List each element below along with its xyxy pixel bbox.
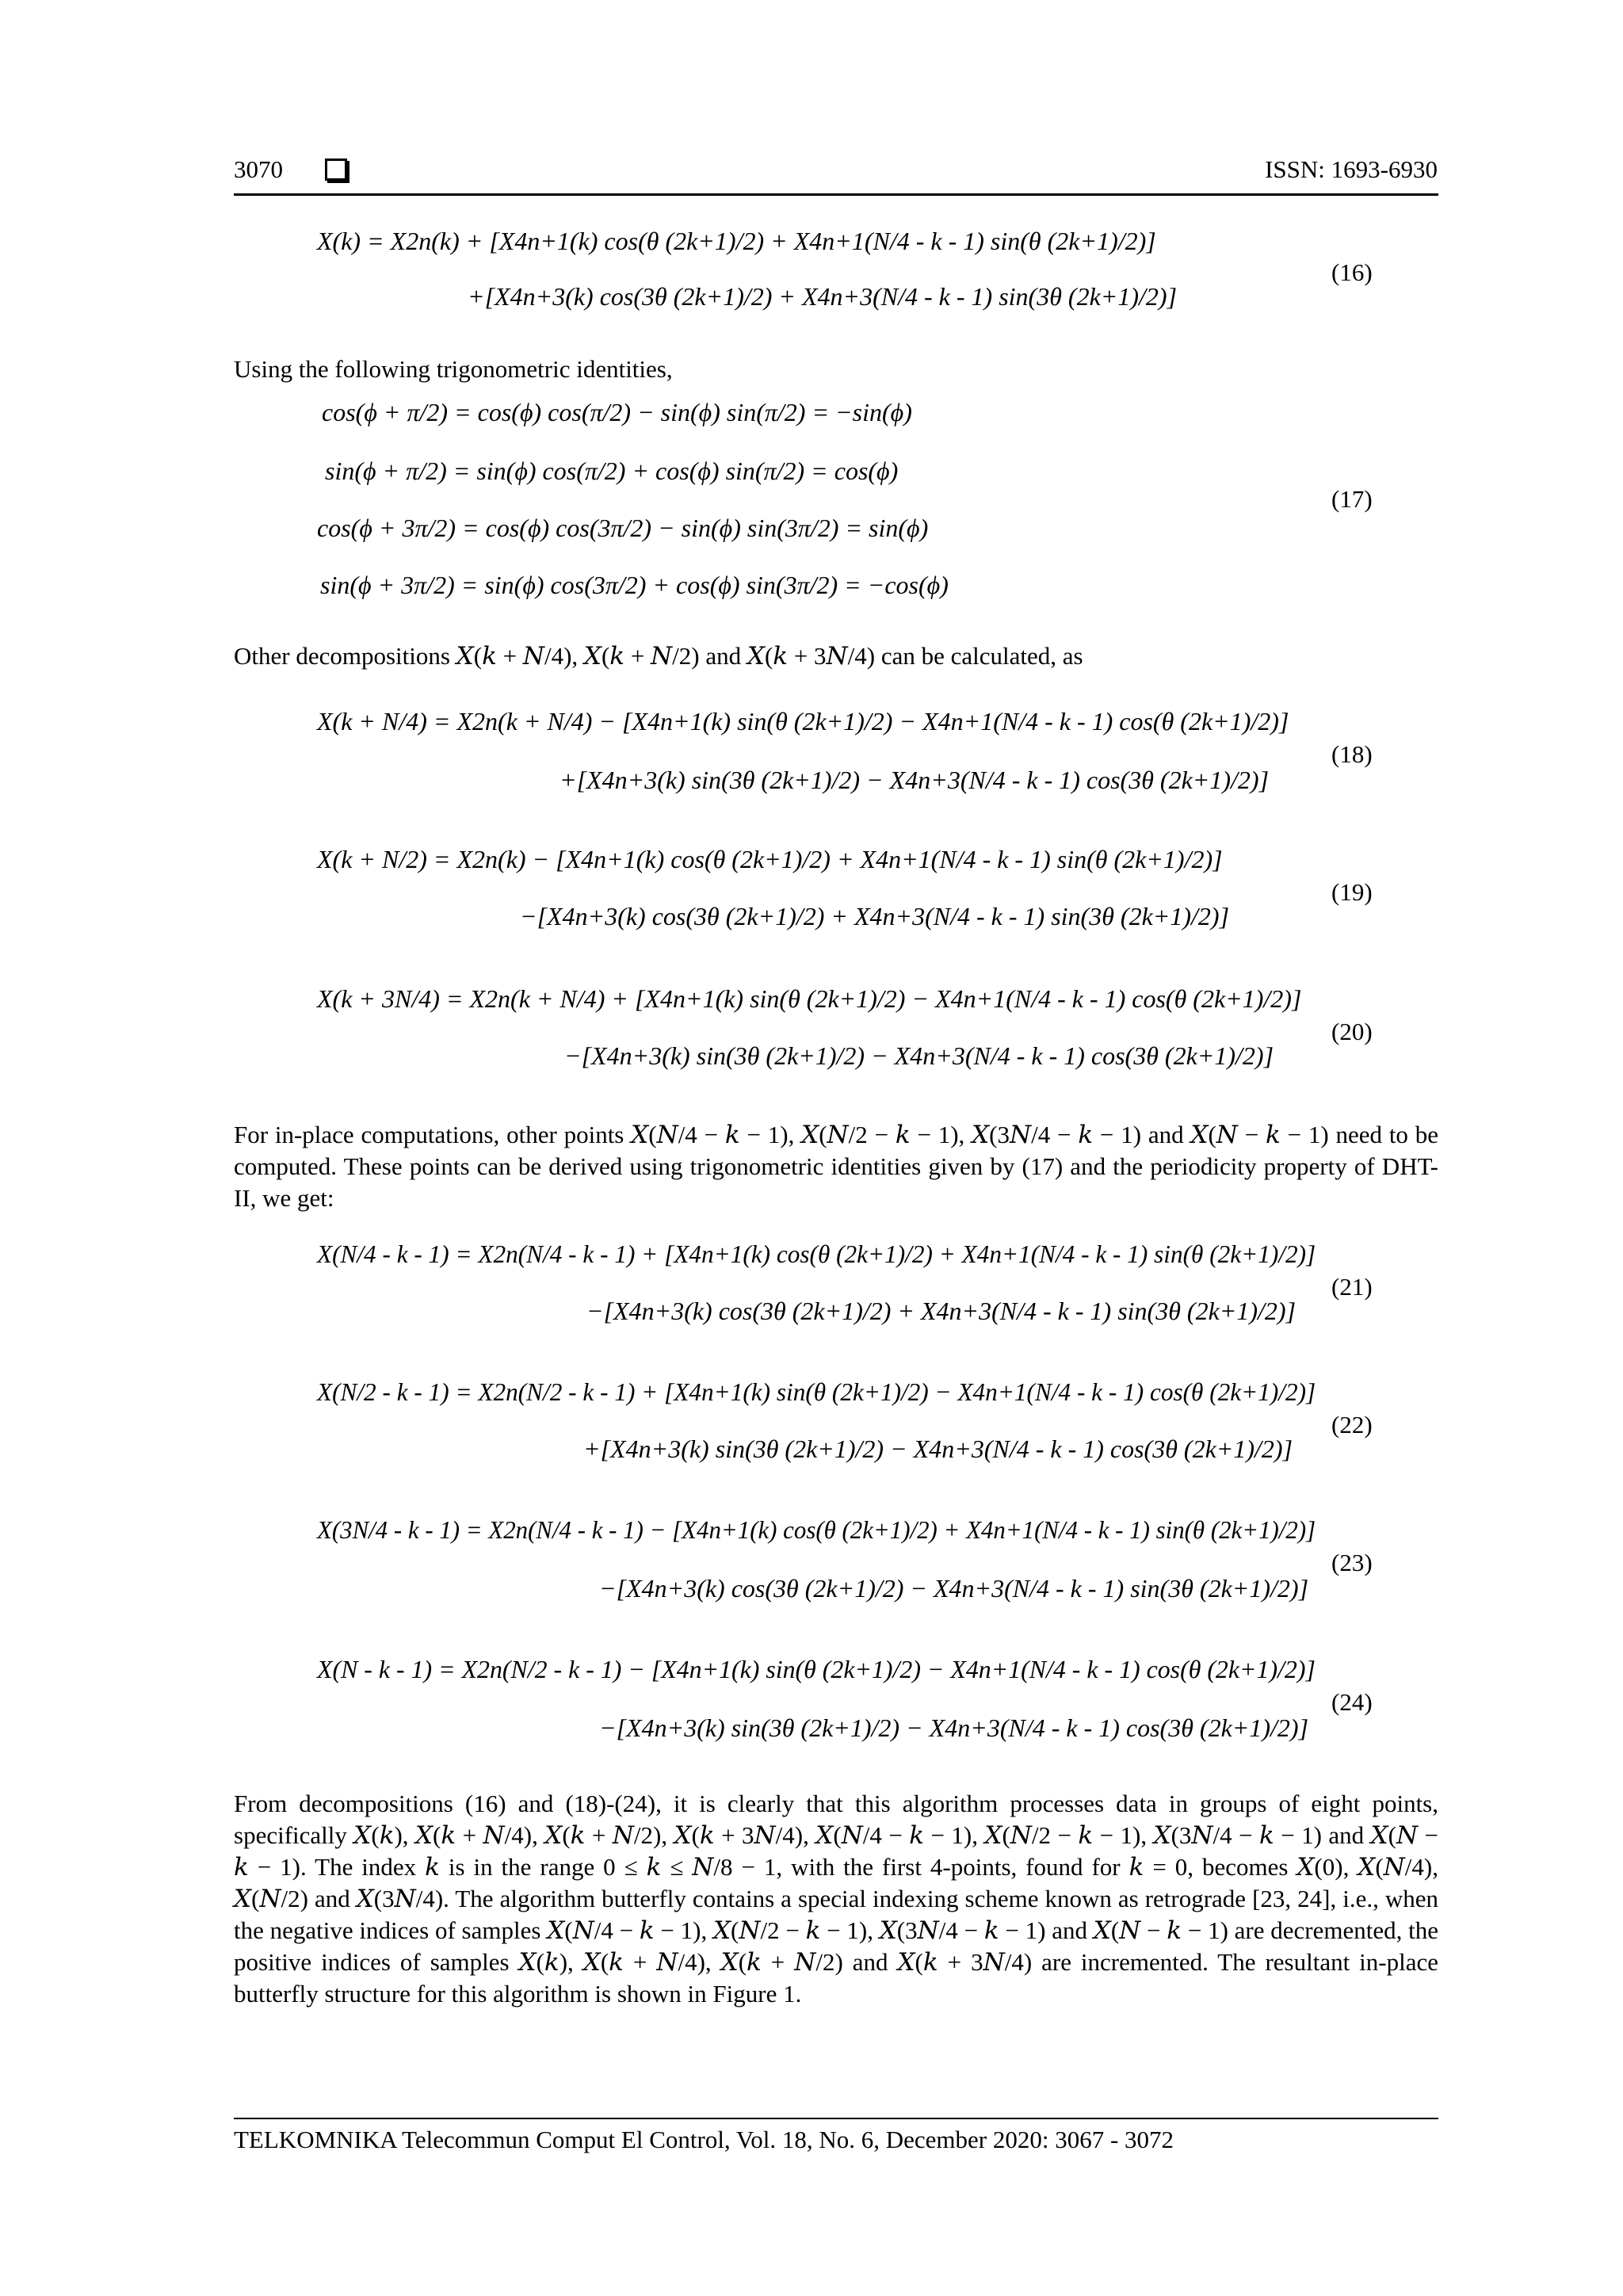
equation-19-line-1: X(k + N/2) = X2n(k) − [X4n+1(k) cos(θ (2k+1)/2) + X4n+1(N/4 - k - 1) sin(θ (2k+1)/2)] [317, 845, 1223, 873]
equation-16-line-2: +[X4n+3(k) cos(3θ (2k+1)/2) + X4n+3(N/4 - k - 1) sin(3θ (2k+1)/2)] [468, 282, 1178, 311]
equation-21-line-1: X(N/4 - k - 1) = X2n(N/4 - k - 1) + [X4n+1(k) cos(θ (2k+1)/2) + X4n+1(N/4 - k - 1) sin(θ (2k+1)/2)] [317, 1240, 1316, 1268]
equation-19-line-2: −[X4n+3(k) cos(3θ (2k+1)/2) + X4n+3(N/4 - k - 1) sin(3θ (2k+1)/2)] [520, 902, 1230, 930]
equation-22-line-1: X(N/2 - k - 1) = X2n(N/2 - k - 1) + [X4n+1(k) sin(θ (2k+1)/2) − X4n+1(N/4 - k - 1) cos(θ (2k+1)/2)] [317, 1377, 1316, 1406]
equation-16-line-1: X(k) = X2n(k) + [X4n+1(k) cos(θ (2k+1)/2) + X4n+1(N/4 - k - 1) sin(θ (2k+1)/2)] [317, 227, 1156, 255]
footer-rule [234, 2118, 1438, 2119]
equation-17-line-3: cos(ϕ + 3π/2) = cos(ϕ) cos(3π/2) − sin(ϕ) sin(3π/2) = sin(ϕ) [317, 514, 929, 542]
page-number: 3070 [234, 155, 283, 183]
equation-18-line-1: X(k + N/4) = X2n(k + N/4) − [X4n+1(k) sin(θ (2k+1)/2) − X4n+1(N/4 - k - 1) cos(θ (2k+1)/2)] [317, 707, 1289, 735]
equation-24-number: (24) [1331, 1688, 1373, 1716]
equation-16-number: (16) [1331, 258, 1373, 286]
equation-23-line-1: X(3N/4 - k - 1) = X2n(N/4 - k - 1) − [X4n+1(k) cos(θ (2k+1)/2) + X4n+1(N/4 - k - 1) sin(θ (2k+1)/2)] [317, 1515, 1316, 1544]
equation-17-line-4: sin(ϕ + 3π/2) = sin(ϕ) cos(3π/2) + cos(ϕ) sin(3π/2) = −cos(ϕ) [320, 571, 949, 599]
equation-20-line-2: −[X4n+3(k) sin(3θ (2k+1)/2) − X4n+3(N/4 - k - 1) cos(3θ (2k+1)/2)] [564, 1041, 1274, 1070]
paragraph-in-place: For in-place computations, other points 𝑋(𝑁/4 − 𝑘 − 1), 𝑋(𝑁/2 − 𝑘 − 1), 𝑋(3𝑁/4 − 𝑘 − 1) and 𝑋(𝑁 − 𝑘 − 1) need to be computed. These points can be derived using trigonometric identities given by (17) and the periodicity property of DHT-II, we get: [234, 1121, 1438, 1212]
equation-20-line-1: X(k + 3N/4) = X2n(k + N/4) + [X4n+1(k) sin(θ (2k+1)/2) − X4n+1(N/4 - k - 1) cos(θ (2k+1)/2)] [317, 984, 1302, 1013]
equation-24-line-2: −[X4n+3(k) sin(3θ (2k+1)/2) − X4n+3(N/4 - k - 1) cos(3θ (2k+1)/2)] [599, 1713, 1309, 1742]
equation-19-number: (19) [1331, 878, 1373, 906]
paragraph-butterfly: From decompositions (16) and (18)-(24), it is clearly that this algorithm processes data in groups of eight points, specifically 𝑋(𝑘), 𝑋(𝑘 + 𝑁/4), 𝑋(𝑘 + 𝑁/2), 𝑋(𝑘 + 3𝑁/4), 𝑋(𝑁/4 − 𝑘 − 1), 𝑋(𝑁/2 − 𝑘 − 1), 𝑋(3𝑁/4 − 𝑘 − 1) and 𝑋(𝑁 − 𝑘 − 1). The index 𝑘 is in the range 0 ≤ 𝑘 ≤ 𝑁/8 − 1, with the first 4-points, found for 𝑘 = 0, becomes 𝑋(0), 𝑋(𝑁/4), 𝑋(𝑁/2) and 𝑋(3𝑁/4). The algorithm butterfly contains a special indexing scheme known as retrograde [23, 24], i.e., when the negative indices of samples 𝑋(𝑁/4 − 𝑘 − 1), 𝑋(𝑁/2 − 𝑘 − 1), 𝑋(3𝑁/4 − 𝑘 − 1) and 𝑋(𝑁 − 𝑘 − 1) are decremented, the positive indices of samples 𝑋(𝑘), 𝑋(𝑘 + 𝑁/4), 𝑋(𝑘 + 𝑁/2) and 𝑋(𝑘 + 3𝑁/4) are incremented. The resultant in-place butterfly structure for this algorithm is shown in Figure 1. [234, 1790, 1438, 2008]
equation-17-number: (17) [1331, 485, 1373, 513]
equation-22-line-2: +[X4n+3(k) sin(3θ (2k+1)/2) − X4n+3(N/4 - k - 1) cos(3θ (2k+1)/2)] [583, 1435, 1293, 1463]
equation-17-line-2: sin(ϕ + π/2) = sin(ϕ) cos(π/2) + cos(ϕ) sin(π/2) = cos(ϕ) [325, 457, 899, 485]
equation-18-line-2: +[X4n+3(k) sin(3θ (2k+1)/2) − X4n+3(N/4 - k - 1) cos(3θ (2k+1)/2)] [559, 766, 1270, 794]
equation-23-number: (23) [1331, 1549, 1373, 1576]
paragraph-identities: Using the following trigonometric identities, [234, 355, 673, 383]
equation-21-line-2: −[X4n+3(k) cos(3θ (2k+1)/2) + X4n+3(N/4 - k - 1) sin(3θ (2k+1)/2)] [586, 1297, 1296, 1325]
equation-24-line-1: X(N - k - 1) = X2n(N/2 - k - 1) − [X4n+1(k) sin(θ (2k+1)/2) − X4n+1(N/4 - k - 1) cos(θ (2k+1)/2)] [317, 1655, 1316, 1683]
footer-citation: TELKOMNIKA Telecommun Comput El Control, Vol. 18, No. 6, December 2020: 3067 - 3072 [234, 2126, 1174, 2153]
equation-23-line-2: −[X4n+3(k) cos(3θ (2k+1)/2) − X4n+3(N/4 - k - 1) sin(3θ (2k+1)/2)] [599, 1574, 1309, 1603]
issn: ISSN: 1693-6930 [1265, 155, 1438, 183]
equation-22-number: (22) [1331, 1411, 1373, 1438]
equation-21-number: (21) [1331, 1273, 1373, 1301]
header-rule [234, 193, 1438, 196]
equation-18-number: (18) [1331, 740, 1373, 768]
equation-17-line-1: cos(ϕ + π/2) = cos(ϕ) cos(π/2) − sin(ϕ) sin(π/2) = −sin(ϕ) [322, 398, 912, 426]
paragraph-decompositions: Other decompositions 𝑋(𝑘 + 𝑁/4), 𝑋(𝑘 + 𝑁/2) and 𝑋(𝑘 + 3𝑁/4) can be calculated, as [234, 642, 1083, 670]
equation-20-number: (20) [1331, 1018, 1373, 1045]
checkbox-icon [325, 159, 347, 181]
